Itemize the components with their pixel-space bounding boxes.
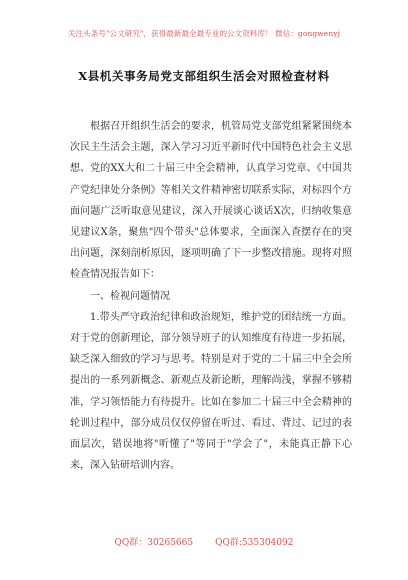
document-title: X县机关事务局党支部组织生活会对照检查材料 (78, 69, 330, 83)
footer (0, 535, 408, 548)
point-paragraph: 1.带头严守政治纪律和政治规矩，维护党的团结统一方面。对于党的创新理论，部分领导班子的认知维度有待进一步拓展，缺乏深入细致的学习与思考。特别是对于党的二十届三中全会所提出的一系列新概念、新观点及新论断，理解尚浅，掌握不够精准，学习领悟能力有待提升。比如在参加二十届三中全会精神的轮训过程中，部分成员仅仅停留在听过、看过、背过、记过的表面层次，错误地将"听懂了"等同于"学会了"，未能真正静下心来，深入钻研培训内容。 (70, 311, 352, 472)
header-notice: 关注头条号"公文研究"，获得最新最全最专业的公文资料库！ 微信：gongwenyj (67, 29, 341, 38)
section-heading: 一、检视问题情况 (90, 290, 170, 302)
intro-paragraph: 根据召开组织生活会的要求，机管局党支部党组紧紧围绕本次民主生活会主题，深入学习习近平新时代中国特色社会主义思想、党的XX大和二十届三中全会精神，认真学习党章、《中国共产党纪律处分条例》等相关文件精神密切联系实际，对标四个方面问题广泛听取意见建议，深入开展谈心谈话X次，归纳收集意见建议X条，聚焦"四个带头"总体要求，全面深入查摆存在的突出问题，深刻剖析原因，逐项明确了下一步整改措施。现将对照检查情况报告如下： (70, 121, 352, 281)
qq-group-1: QQ群：30265665 (114, 538, 194, 548)
document-body (70, 116, 352, 476)
qq-group-2: QQ群:535304092 (215, 538, 294, 548)
